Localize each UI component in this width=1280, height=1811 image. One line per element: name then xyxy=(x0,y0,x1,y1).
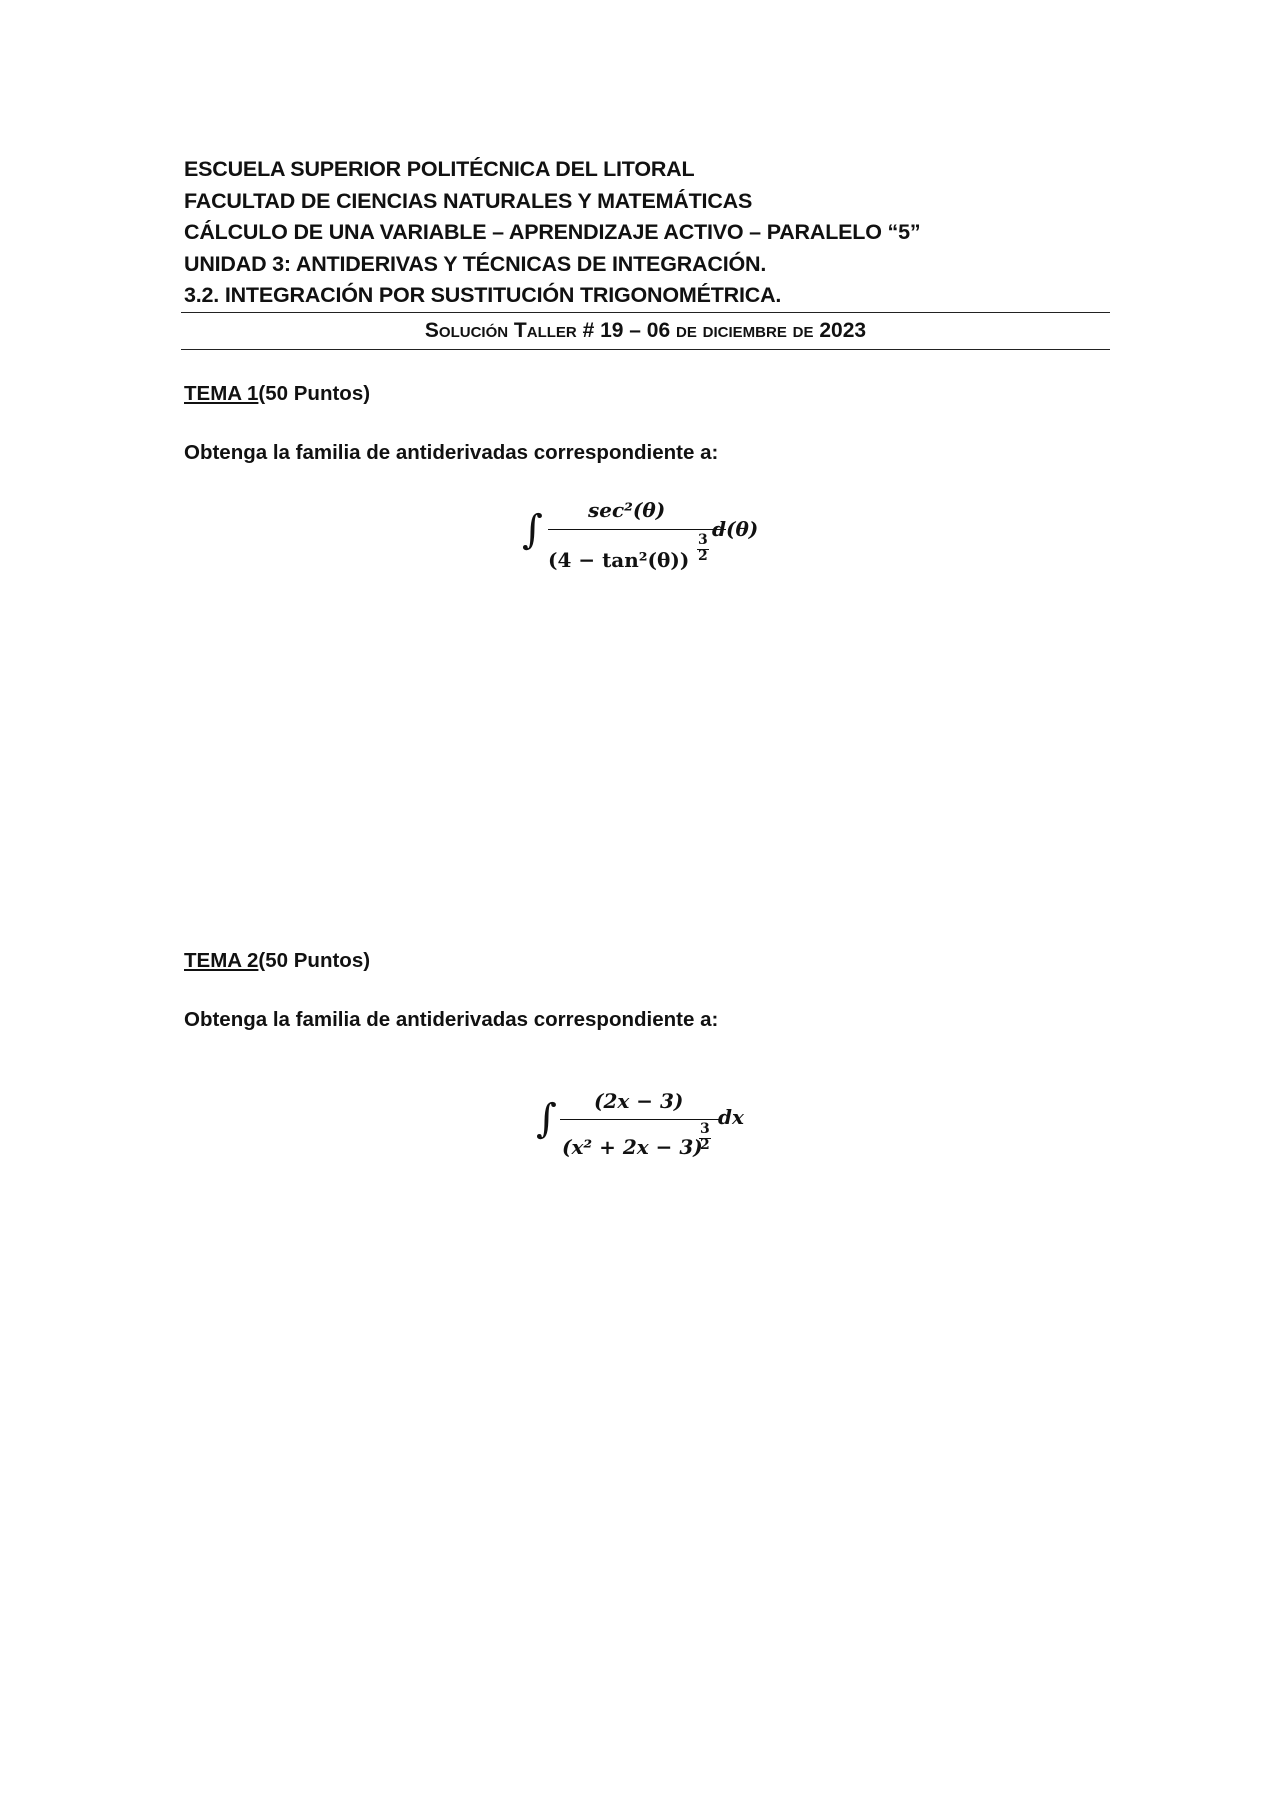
tema-1-numerator xyxy=(588,498,665,522)
tema-1-fraction-bar xyxy=(548,529,726,530)
tema-2-fraction-bar xyxy=(560,1119,722,1120)
tema-2-denominator xyxy=(562,1135,703,1159)
tema-1-integral xyxy=(518,492,768,582)
tema-1-exponent-denominator: 2 xyxy=(698,548,708,564)
header-unit: UNIDAD 3: ANTIDERIVAS Y TÉCNICAS DE INTEGRACIÓN. xyxy=(184,251,767,276)
tema-2-label: TEMA 2 xyxy=(184,949,259,972)
tema-2-statement: Obtenga la familia de antiderivadas correspondiente a: xyxy=(184,1008,719,1031)
tema-1-statement: Obtenga la familia de antiderivadas correspondiente a: xyxy=(184,441,719,464)
tema-1-points: (50 Puntos) xyxy=(258,382,371,405)
workshop-subtitle: Solución Taller # 19 – 06 de diciembre de 2023 xyxy=(424,319,867,342)
tema-1-numerator-text: sec²(θ) xyxy=(588,498,666,522)
tema-2-numerator-text: (2x − 3) xyxy=(594,1089,684,1113)
tema-1-differential xyxy=(712,517,758,541)
tema-1-label: TEMA 1 xyxy=(184,382,259,405)
header-institution: ESCUELA SUPERIOR POLITÉCNICA DEL LITORAL xyxy=(184,157,695,181)
tema-2-numerator xyxy=(594,1089,683,1113)
tema-2-exponent-numerator: 3 xyxy=(700,1121,710,1137)
tema-1-denominator: (4 − tan²(θ)) xyxy=(548,548,690,572)
tema-2-integral xyxy=(532,1085,772,1175)
header-bottom-rule xyxy=(181,349,1110,350)
tema-2-denominator-text: (x² + 2x − 3) xyxy=(562,1135,703,1159)
header-course: CÁLCULO DE UNA VARIABLE – APRENDIZAJE ACTIVO – PARALELO “5” xyxy=(184,220,921,244)
tema-2-points: (50 Puntos) xyxy=(258,949,371,972)
header-top-rule xyxy=(181,312,1110,313)
integral-sign: ∫ xyxy=(522,507,543,553)
integral-sign: ∫ xyxy=(536,1096,557,1142)
tema-1-heading xyxy=(184,381,370,407)
tema-1-exponent-numerator: 3 xyxy=(698,532,708,548)
header-faculty: FACULTAD DE CIENCIAS NATURALES Y MATEMÁTICAS xyxy=(184,188,753,213)
tema-2-differential-text: dx xyxy=(718,1105,744,1129)
tema-1-differential-text: d(θ) xyxy=(712,517,759,541)
header-topic: 3.2. INTEGRACIÓN POR SUSTITUCIÓN TRIGONOMÉTRICA. xyxy=(184,283,782,307)
document-header xyxy=(184,154,1104,312)
tema-2-heading xyxy=(184,948,370,974)
tema-2-differential xyxy=(718,1105,744,1129)
tema-2-exponent-denominator: 2 xyxy=(700,1137,710,1153)
